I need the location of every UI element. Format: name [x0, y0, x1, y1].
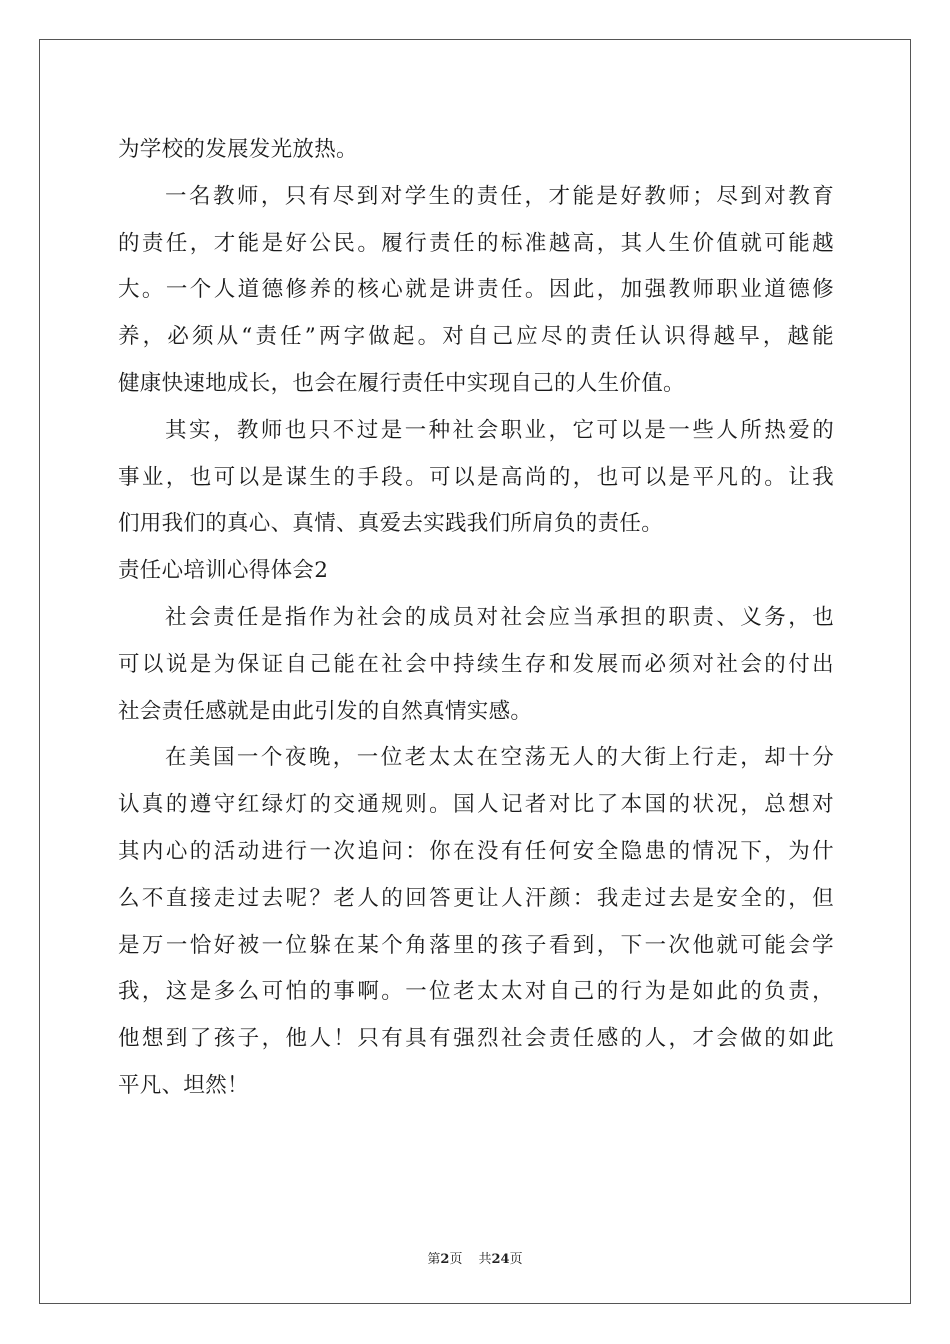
text-line: 可以说是为保证自己能在社会中持续生存和发展而必须对社会的付出 [118, 651, 834, 677]
page-suffix: 页 [449, 1252, 463, 1267]
total-pages: 24 [491, 1252, 510, 1267]
text-line: 我，这是多么可怕的事啊。一位老太太对自己的行为是如此的负责， [118, 979, 834, 1005]
text-line: 平凡、坦然！ [118, 1072, 249, 1098]
text-line: 事业，也可以是谋生的手段。可以是高尚的，也可以是平凡的。让我 [118, 464, 834, 490]
text-line: 其实，教师也只不过是一种社会职业，它可以是一些人所热爱的 [165, 417, 834, 443]
page-prefix: 第 [427, 1252, 441, 1267]
text-line: 们用我们的真心、真情、真爱去实践我们所肩负的责任。 [118, 511, 664, 537]
total-prefix: 共 [478, 1252, 492, 1267]
text-line: 是万一恰好被一位躲在某个角落里的孩子看到，下一次他就可能会学 [118, 932, 834, 958]
text-line: 么不直接走过去呢？老人的回答更让人汗颜：我走过去是安全的，但 [118, 885, 834, 911]
text-line: 大。一个人道德修养的核心就是讲责任。因此，加强教师职业道德修 [118, 277, 834, 303]
total-suffix: 页 [509, 1252, 523, 1267]
text-line: 健康快速地成长，也会在履行责任中实现自己的人生价值。 [118, 370, 685, 396]
text-line: 的责任，才能是好公民。履行责任的标准越高，其人生价值就可能越 [118, 230, 834, 256]
page-number: 2 [440, 1252, 450, 1267]
text-line: 为学校的发展发光放热。 [118, 137, 358, 162]
document-body [118, 127, 834, 1110]
text-line: 在美国一个夜晚，一位老太太在空荡无人的大街上行走，却十分 [165, 745, 834, 771]
page-footer [0, 1248, 950, 1267]
text-line: 养，必须从“责任”两字做起。对自己应尽的责任认识得越早，越能 [118, 324, 834, 350]
text-line: 他想到了孩子，他人！只有具有强烈社会责任感的人，才会做的如此 [118, 1026, 834, 1052]
text-line: 认真的遵守红绿灯的交通规则。国人记者对比了本国的状况，总想对 [118, 792, 834, 818]
text-line: 社会责任是指作为社会的成员对社会应当承担的职责、义务，也 [165, 604, 834, 630]
text-line: 责任心培训心得体会2 [118, 558, 329, 584]
text-line: 一名教师，只有尽到对学生的责任，才能是好教师；尽到对教育 [165, 183, 834, 209]
text-line: 其内心的活动进行一次追问：你在没有任何安全隐患的情况下，为什 [118, 838, 834, 864]
text-line: 社会责任感就是由此引发的自然真情实感。 [118, 698, 533, 724]
